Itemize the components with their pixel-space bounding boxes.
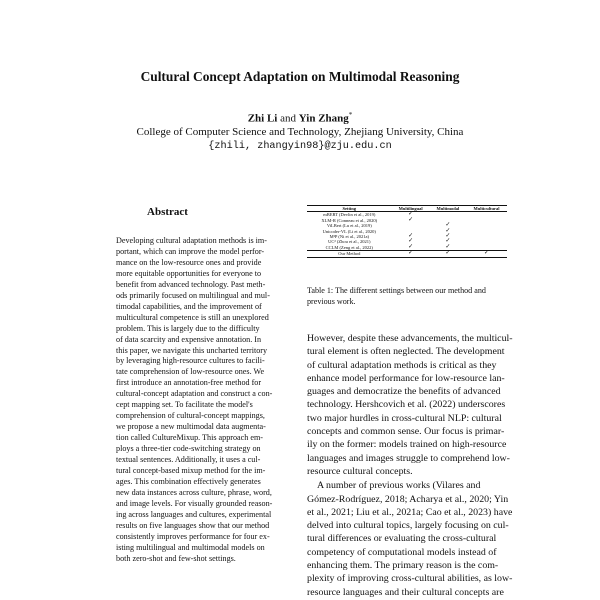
- check-icon: ✓: [445, 238, 451, 245]
- abstract-line: ploys a three-tier code-switching strategy on: [116, 444, 261, 454]
- abstract-line: ages. This combination effectively generates: [116, 476, 261, 486]
- text-line: guages and democratize the benefits of advanced: [307, 386, 501, 398]
- text-line: plexity of improving cross-cultural abilities, as low-: [307, 573, 513, 585]
- abstract-line: textual sentences. Additionally, it uses a cul-: [116, 455, 261, 465]
- paragraph: [307, 332, 529, 478]
- text-line: A number of previous works (Vilares and: [317, 480, 481, 492]
- paper-title: Cultural Concept Adaptation on Multimodal Reasoning: [140, 69, 460, 84]
- table-header-multimodal: Multimodal: [430, 206, 466, 212]
- author-email: {zhili, zhangyin98}@zju.edu.cn: [208, 141, 392, 152]
- caption-line: Table 1: The different settings between our method and: [307, 286, 486, 295]
- text-line: tural differences or evaluating the cross-cultural: [307, 533, 497, 545]
- caption-line: previous work.: [307, 296, 356, 306]
- abstract-line: and image levels. For visually grounded reason-: [116, 498, 273, 508]
- table-cell-setting: mBERT (Devlin et al., 2019): [323, 212, 376, 218]
- text-line: enhance model performance for low-resource lan-: [307, 372, 505, 384]
- check-icon: ✓: [430, 251, 466, 257]
- corresponding-author-mark: *: [348, 111, 353, 119]
- check-icon: ✓: [392, 245, 430, 251]
- text-line: tural element is often neglected. The development: [307, 346, 505, 358]
- table-row-our-method: [307, 251, 507, 257]
- abstract-line: new data instances across culture, phrase, word,: [116, 487, 272, 497]
- abstract-line: consistently improves performance for four ex-: [116, 531, 270, 541]
- abstract-line: portant, which can improve the model perfor-: [116, 246, 265, 256]
- check-icon: ✓: [445, 233, 451, 240]
- abstract-line: isting multilingual and multimodal models on: [116, 542, 265, 552]
- abstract-line: first introduce an annotation-free method for: [116, 378, 262, 388]
- abstract-line: this paper, we navigate this uncharted territory: [116, 345, 268, 355]
- check-icon: ✓: [445, 227, 451, 234]
- check-icon: ✓: [392, 251, 430, 257]
- abstract-line: tural concept-based mixup method for the im-: [116, 466, 266, 476]
- table-cell-setting: CCLM (Zeng et al., 2022): [307, 245, 392, 251]
- abstract-line: ing across languages and cultures, experimental: [116, 509, 272, 519]
- author-name: Zhi Li: [247, 112, 278, 125]
- table-cell-setting: UC² (Zhou et al., 2021): [328, 239, 371, 245]
- table-cell-setting: M³P (Ni et al., 2021a): [329, 234, 370, 240]
- table-header-setting: Setting: [307, 206, 392, 212]
- abstract-line: Developing cultural adaptation methods is im-: [116, 236, 267, 245]
- text-line: ily on the former: models trained on high-resource: [307, 439, 507, 451]
- text-line: delved into cultural topics, largely focusing on cul-: [307, 520, 509, 532]
- abstract-line: multicultural competence is still an unexplored: [116, 312, 269, 322]
- author-affiliation: College of Computer Science and Technology, Zhejiang University, China: [136, 126, 464, 138]
- text-line: et al., 2021; Liu et al., 2021a; Cao et al., 2023) have: [307, 506, 513, 518]
- table-header-multilingual: Multilingual: [392, 206, 430, 212]
- abstract-line: results on five languages show that our method: [116, 520, 270, 530]
- settings-table: [307, 205, 507, 258]
- text-line: resource languages and their cultural concepts are: [307, 586, 504, 598]
- abstract-line: of data scarcity and expensive annotation. In: [116, 334, 262, 344]
- table-caption: [307, 286, 527, 308]
- right-column-body: [307, 332, 529, 599]
- check-icon: ✓: [430, 245, 466, 251]
- abstract-heading: Abstract: [147, 206, 188, 218]
- table-cell-setting: XLM-R (Conneau et al., 2020): [321, 217, 378, 223]
- text-line: enhancing them. The primary reason is the com-: [307, 560, 499, 572]
- text-line: Gómez-Rodríguez, 2018; Acharya et al., 2020; Yin: [307, 493, 509, 505]
- abstract-line: more equitable opportunities for everyone to: [116, 268, 262, 278]
- abstract-line: timodal capabilities, and the improvement of: [116, 301, 262, 311]
- abstract-line: ods primarily focused on multilingual and mul-: [116, 290, 270, 300]
- text-line: resource cultural concepts.: [307, 465, 413, 477]
- author-name: Yin Zhang: [298, 112, 349, 125]
- abstract-line: tion called CultureMixup. This approach em-: [116, 433, 263, 443]
- abstract-line: cept mapping set. To facilitate the model's: [116, 400, 253, 410]
- text-line: languages and images struggle to comprehend low-: [307, 452, 510, 464]
- text-line: concepts and common sense. Our focus is primar-: [307, 426, 505, 438]
- abstract-line: tate comprehension of low-resource ones. We: [116, 367, 265, 377]
- author-line: [0, 111, 600, 125]
- abstract-line: cultural-concept adaptation and construct a con-: [116, 389, 273, 399]
- text-line: two major hurdles in cross-cultural NLP: cultural: [307, 412, 502, 424]
- text-line: competency of computational models instead of: [307, 546, 497, 558]
- abstract-line: we propose a new multimodal data augmenta-: [116, 422, 266, 432]
- abstract-line: benefit from advanced technology. Past meth-: [116, 279, 266, 289]
- table-header-multicultural: Multicultural: [466, 206, 507, 212]
- check-icon: ✓: [466, 251, 507, 257]
- check-icon: ✓: [408, 216, 414, 223]
- abstract-body: [116, 236, 280, 565]
- abstract-line: both zero-shot and few-shot settings.: [116, 553, 236, 563]
- author-conjunction: and: [280, 112, 296, 125]
- table-cell-setting: Unicoder-VL (Li et al., 2020): [322, 228, 376, 234]
- table-cell-setting: ViLBert (Lu et al., 2019): [326, 223, 372, 229]
- table-cell-setting: Our Method: [307, 251, 392, 257]
- text-line: However, despite these advancements, the multicul-: [307, 333, 513, 344]
- text-line: technology. Hershcovich et al. (2022) underscores: [307, 399, 506, 411]
- check-icon: ✓: [408, 211, 414, 218]
- check-icon: ✓: [408, 233, 414, 240]
- abstract-line: comprehension of cultural-concept mappings,: [116, 411, 265, 421]
- paragraph: [307, 479, 529, 599]
- check-icon: ✓: [408, 238, 414, 245]
- abstract-line: mance on the low-resource ones and provide: [116, 257, 262, 267]
- abstract-line: problem. This is largely due to the difficulty: [116, 323, 260, 333]
- abstract-line: by leveraging high-resource cultures to facili-: [116, 356, 265, 366]
- text-line: of cultural adaptation methods is critical as they: [307, 359, 497, 371]
- check-icon: ✓: [445, 222, 451, 229]
